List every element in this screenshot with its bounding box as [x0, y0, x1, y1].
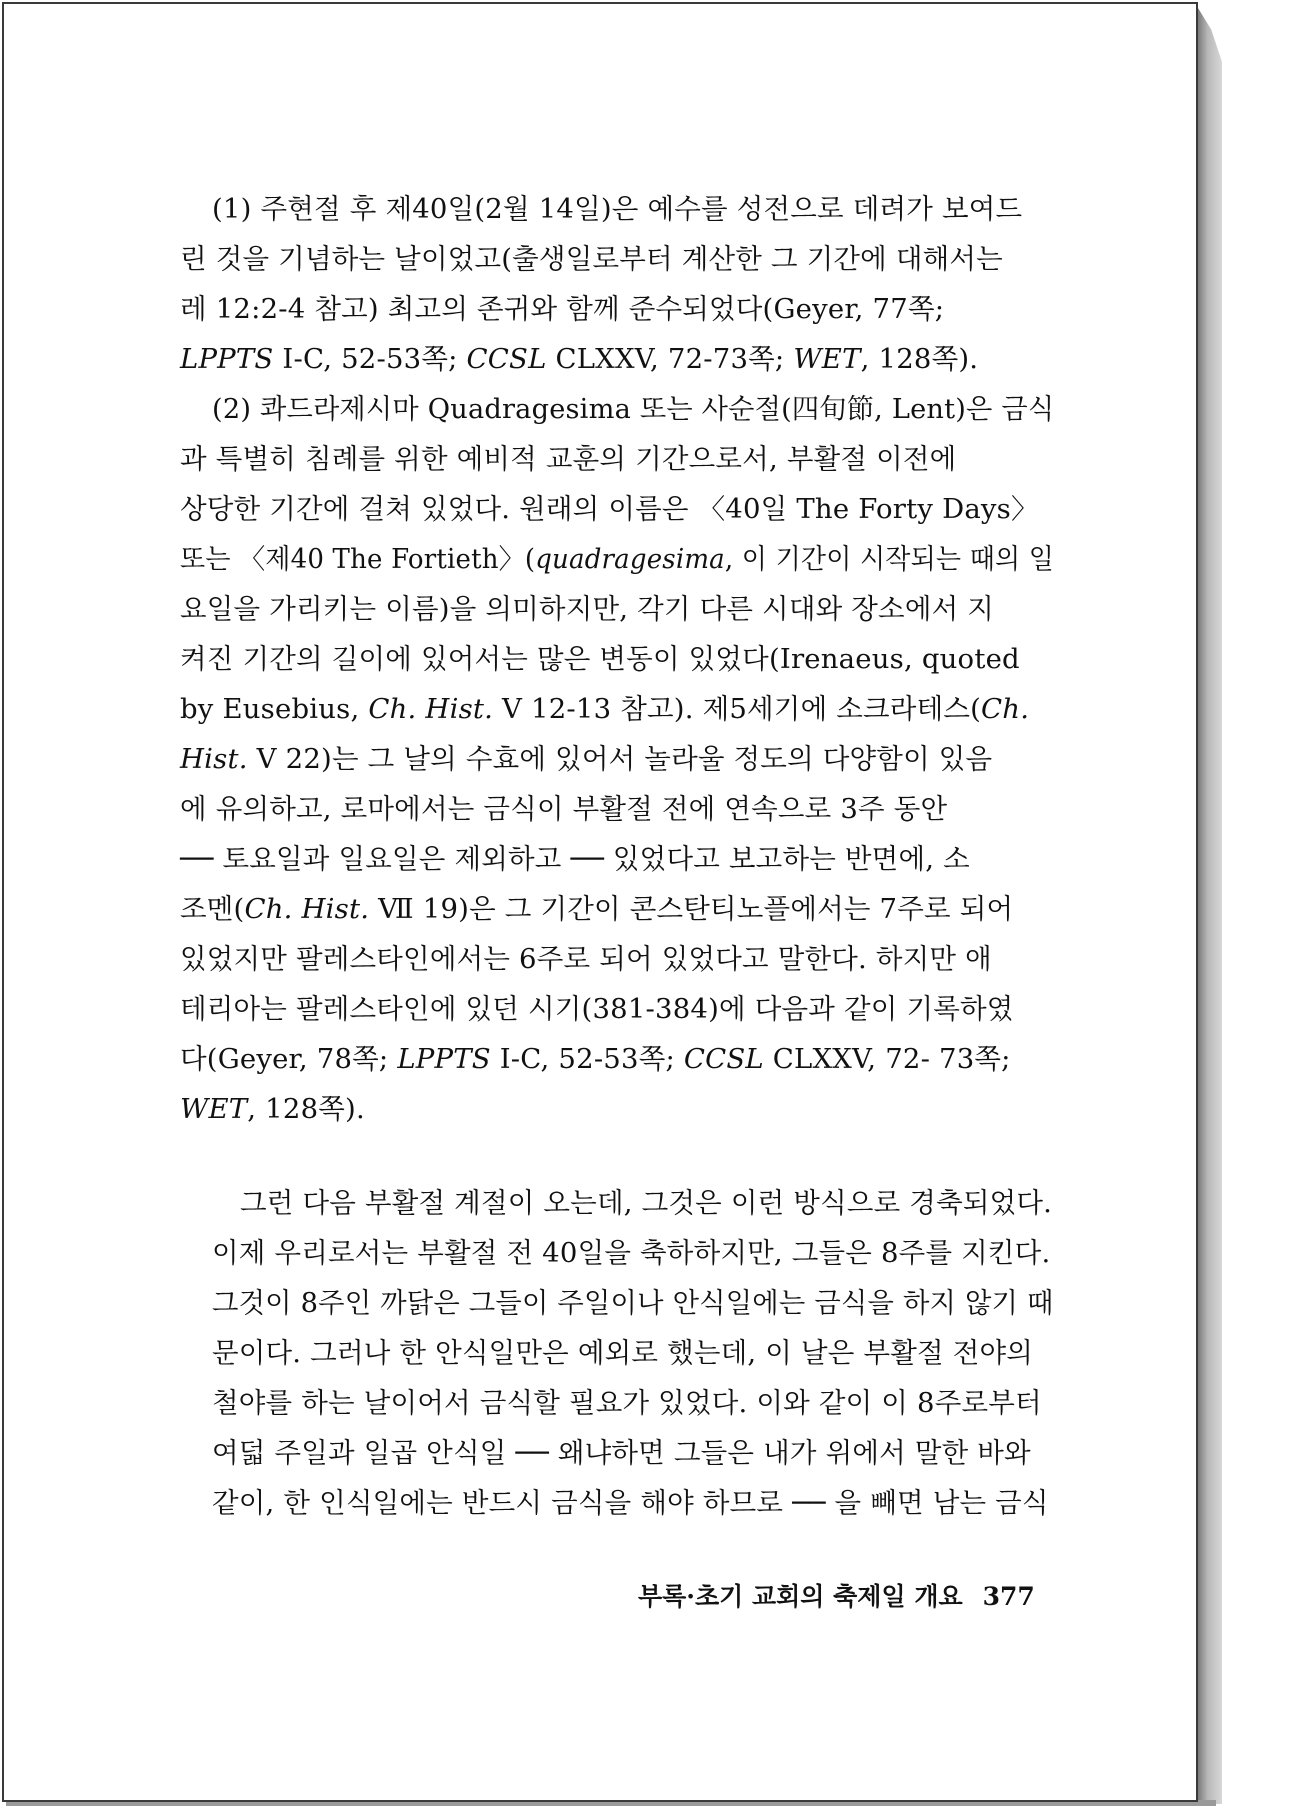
note-line: 요일을 가리키는 이름)을 의미하지만, 각기 다른 시대와 장소에서 지	[180, 593, 995, 625]
note-line: 과 특별히 침례를 위한 예비적 교훈의 기간으로서, 부활절 이전에	[180, 443, 957, 475]
page-edge-shadow	[1198, 8, 1222, 1804]
source-lppts: LPPTS	[397, 1043, 491, 1075]
note-line: WET, 128쪽).	[180, 1093, 365, 1125]
note-line: (1) 주현절 후 제40일(2월 14일)은 예수를 성전으로 데려가 보여드	[212, 193, 1023, 225]
note-line: 레 12:2-4 참고) 최고의 존귀와 함께 준수되었다(Geyer, 77쪽;	[180, 293, 945, 325]
note-line: by Eusebius, Ch. Hist. V 12-13 참고). 제5세기에 소크라테스(Ch.	[180, 693, 1030, 725]
note-line: 있었지만 팔레스타인에서는 6주로 되어 있었다고 말한다. 하지만 애	[180, 943, 992, 975]
source-ccsl: CCSL	[683, 1043, 764, 1075]
source-ch-hist: Ch. Hist.	[368, 693, 494, 725]
note-line: 조멘(Ch. Hist. Ⅶ 19)은 그 기간이 콘스탄티노플에서는 7주로 되어	[180, 893, 1014, 925]
note-line: 상당한 기간에 걸쳐 있었다. 원래의 이름은 〈40일 The Forty Days〉	[180, 493, 1039, 525]
source-hist: Hist.	[180, 743, 248, 775]
note-line: 또는 〈제40 The Fortieth〉(quadragesima, 이 기간이 시작되는 때의 일	[180, 543, 1055, 575]
note-line: LPPTS I-C, 52-53쪽; CCSL CLXXV, 72-73쪽; WET, 128쪽).	[180, 343, 979, 375]
running-head: 부록·초기 교회의 축제일 개요	[638, 1582, 963, 1611]
quote-line: 그런 다음 부활절 계절이 오는데, 그것은 이런 방식으로 경축되었다.	[240, 1187, 1053, 1219]
quote-line: 철야를 하는 날이어서 금식할 필요가 있었다. 이와 같이 이 8주로부터	[212, 1387, 1042, 1419]
quote-line: 여덟 주일과 일곱 안식일 ── 왜냐하면 그들은 내가 위에서 말한 바와	[212, 1437, 1031, 1469]
source-ch: Ch.	[981, 693, 1030, 725]
note-line: 에 유의하고, 로마에서는 금식이 부활절 전에 연속으로 3주 동안	[180, 793, 948, 825]
page-footer	[638, 1577, 1035, 1613]
note-line: ── 토요일과 일요일은 제외하고 ── 있었다고 보고하는 반면에, 소	[180, 843, 970, 875]
quote-line: 이제 우리로서는 부활절 전 40일을 축하하지만, 그들은 8주를 지킨다.	[212, 1237, 1051, 1269]
source-ch-hist: Ch. Hist.	[244, 893, 370, 925]
note-line: 다(Geyer, 78쪽; LPPTS I-C, 52-53쪽; CCSL CLXXV, 72- 73쪽;	[180, 1043, 1011, 1075]
quote-line: 그것이 8주인 까닭은 그들이 주일이나 안식일에는 금식을 하지 않기 때	[212, 1287, 1054, 1319]
source-lppts: LPPTS	[180, 343, 274, 375]
page-number: 377	[982, 1582, 1035, 1611]
note-line: Hist. V 22)는 그 날의 수효에 있어서 놀라울 정도의 다양함이 있음	[180, 743, 993, 775]
quote-line: 문이다. 그러나 한 안식일만은 예외로 했는데, 이 날은 부활절 전야의	[212, 1337, 1034, 1369]
note-line: 테리아는 팔레스타인에 있던 시기(381-384)에 다음과 같이 기록하였	[180, 993, 1014, 1025]
source-wet: WET	[793, 343, 861, 375]
source-ccsl: CCSL	[466, 343, 547, 375]
quote-line: 같이, 한 인식일에는 반드시 금식을 해야 하므로 ── 을 빼면 남는 금식	[212, 1487, 1049, 1519]
note-line: (2) 콰드라제시마 Quadragesima 또는 사순절(四旬節, Lent)은 금식	[212, 393, 1055, 425]
latin-term: quadragesima	[535, 543, 725, 575]
source-wet: WET	[180, 1093, 248, 1125]
note-line: 켜진 기간의 길이에 있어서는 많은 변동이 있었다(Irenaeus, quoted	[180, 643, 1020, 675]
note-line: 린 것을 기념하는 날이었고(출생일로부터 계산한 그 기간에 대해서는	[180, 243, 1003, 275]
book-page	[2, 2, 1198, 1802]
